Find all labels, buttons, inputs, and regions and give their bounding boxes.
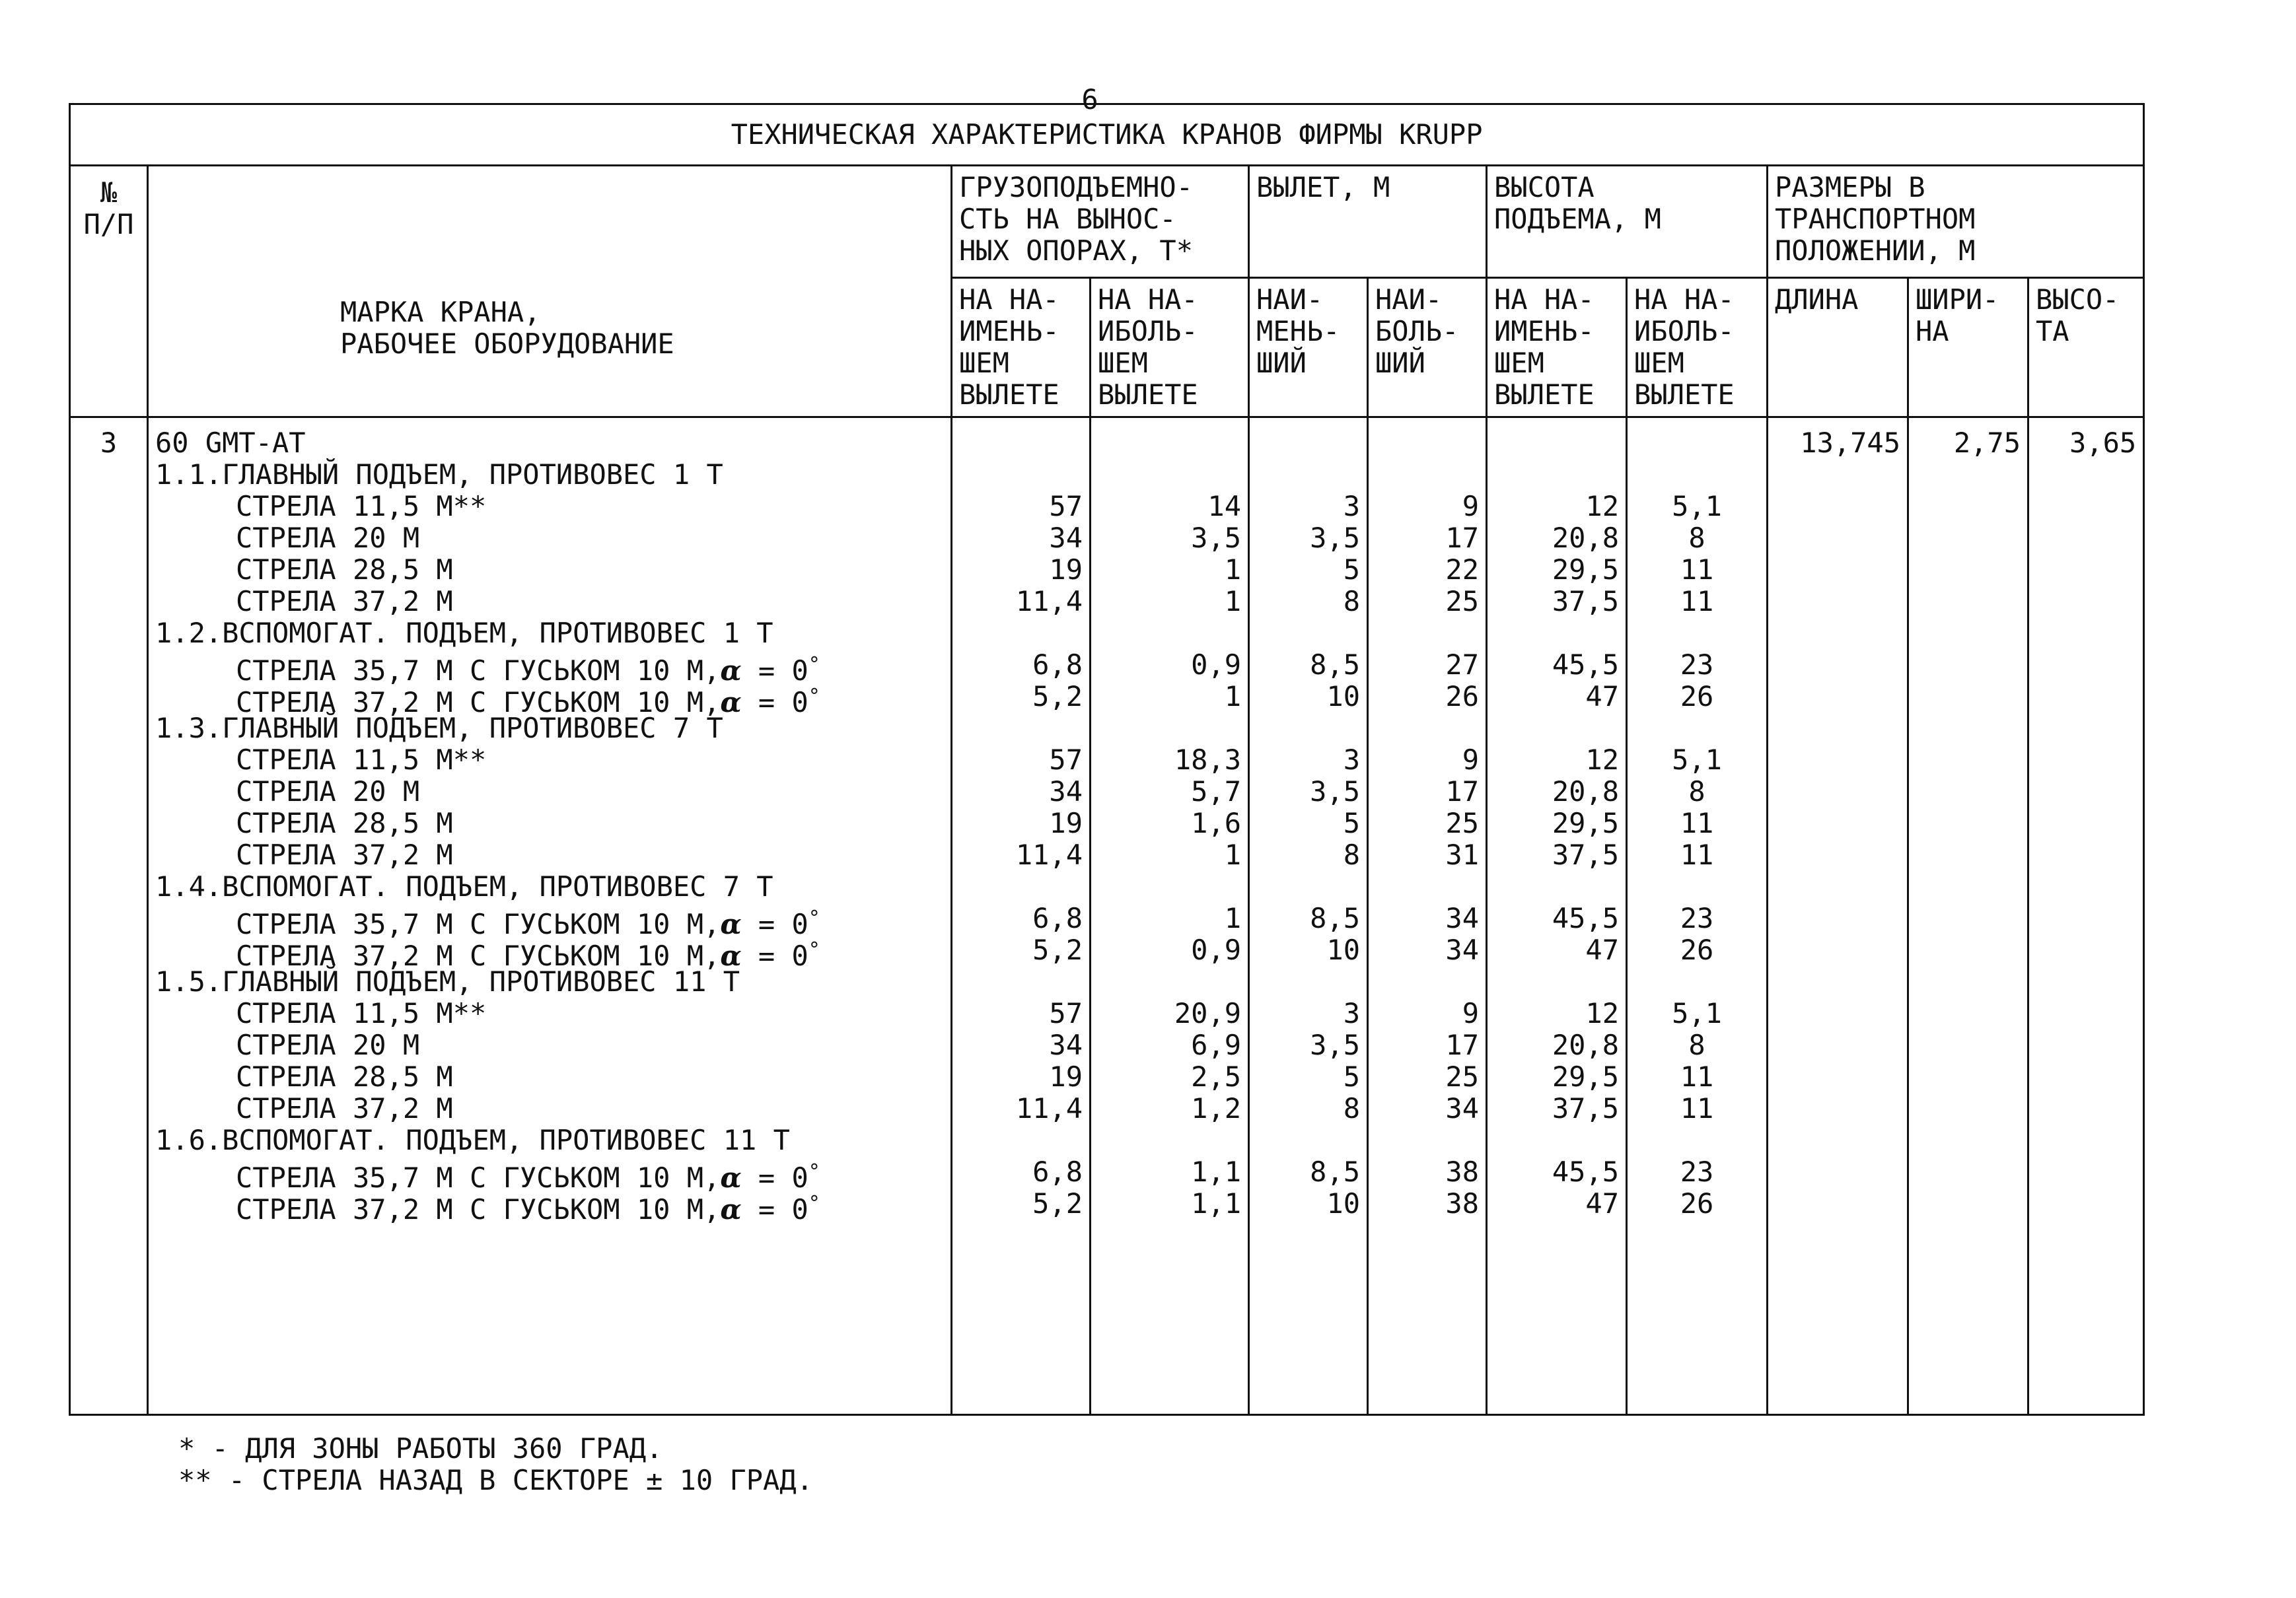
value-cell: 3,5 (1310, 1029, 1360, 1061)
cell-width (1908, 417, 2028, 1415)
value-cell: 34 (1049, 775, 1083, 808)
value-cell: 12 (1585, 997, 1619, 1029)
line-text: 1.6.ВСПОМОГАТ. ПОДЪЕМ, ПРОТИВОВЕС 11 Т (155, 1124, 790, 1156)
line-text: СТРЕЛА 37,2 М С ГУСЬКОМ 10 М, (236, 686, 721, 718)
header-height-max: НА НА- ИБОЛЬ- ШЕМ ВЫЛЕТЕ (1627, 278, 1768, 417)
value-cell: 0,9 (1191, 934, 1241, 966)
value-cell: 3 (1343, 744, 1360, 776)
value-cell: 11 (1680, 585, 1714, 617)
value-cell: 25 (1445, 585, 1479, 617)
alpha-symbol: α (720, 1162, 742, 1194)
item-label (155, 1061, 944, 1093)
value-cell: 12 (1585, 490, 1619, 522)
value-cell (1634, 712, 1760, 744)
line-text: СТРЕЛА 20 М (236, 1029, 420, 1061)
value-cell (1098, 871, 1241, 903)
table-title: ТЕХНИЧЕСКАЯ ХАРАКТЕРИСТИКА КРАНОВ ФИРМЫ KRUPP (70, 104, 2144, 166)
value-cell: 5,2 (1032, 934, 1083, 966)
value-cell: 12 (1585, 744, 1619, 776)
degree-sign: ° (808, 685, 820, 708)
value-cell: 5 (1343, 553, 1360, 586)
value-cell (1634, 459, 1760, 491)
value-cell: 10 (1326, 1187, 1360, 1220)
value-cell: 20,8 (1552, 522, 1619, 554)
item-label (155, 998, 944, 1029)
value-cell (1256, 427, 1360, 459)
item-label (155, 839, 944, 871)
value-cell: 11,4 (1015, 585, 1083, 617)
value-cell: 1 (1224, 680, 1241, 712)
line-text: СТРЕЛА 35,7 М С ГУСЬКОМ 10 М, (236, 1162, 721, 1194)
line-text: СТРЕЛА 37,2 М (236, 1092, 453, 1125)
value-cell: 1 (1224, 553, 1241, 586)
header-width: ШИРИ- НА (1908, 278, 2028, 417)
value-cell: 20,8 (1552, 775, 1619, 808)
value-cell: 19 (1049, 1060, 1083, 1093)
header-capacity: ГРУЗОПОДЪЕМНО- СТЬ НА ВЫНОС- НЫХ ОПОРАХ, Т* (952, 166, 1249, 278)
value-cell: 3 (1343, 997, 1360, 1029)
row-num: 3 (70, 417, 148, 1415)
dim-height-value: 3,65 (2069, 427, 2137, 459)
value-cell: 26 (1445, 680, 1479, 712)
line-text: СТРЕЛА 20 М (236, 775, 420, 808)
value-cell: 29,5 (1552, 807, 1619, 839)
value-cell (959, 617, 1083, 649)
value-cell (1494, 617, 1619, 649)
header-num: № П/П (70, 166, 148, 417)
alpha-equals: = 0 (741, 908, 808, 940)
value-cell (1256, 1125, 1360, 1156)
value-cell: 8 (1343, 839, 1360, 871)
value-cell: 45,5 (1552, 902, 1619, 934)
value-cell: 11 (1680, 1092, 1714, 1125)
item-label (155, 934, 944, 972)
value-cell (1494, 427, 1619, 459)
value-cell (1256, 871, 1360, 903)
col-height-max (1627, 417, 1768, 1415)
value-cell (1494, 712, 1619, 744)
value-cell (1375, 459, 1479, 491)
alpha-equals: = 0 (741, 686, 808, 718)
value-cell: 17 (1445, 1029, 1479, 1061)
line-text: СТРЕЛА 28,5 М (236, 553, 453, 586)
value-cell (1634, 427, 1760, 459)
value-cell: 26 (1680, 934, 1714, 966)
value-cell: 1 (1224, 839, 1241, 871)
value-cell: 23 (1680, 648, 1714, 681)
value-cell: 8 (1343, 585, 1360, 617)
value-cell: 34 (1049, 522, 1083, 554)
col-cap-max (1091, 417, 1249, 1415)
value-cell: 34 (1445, 934, 1479, 966)
value-cell (1634, 617, 1760, 649)
line-text: СТРЕЛА 28,5 М (236, 1060, 453, 1093)
value-cell: 11 (1680, 839, 1714, 871)
value-cell: 5,7 (1191, 775, 1241, 808)
value-cell (1634, 966, 1760, 998)
value-cell: 38 (1445, 1156, 1479, 1188)
value-cell (959, 871, 1083, 903)
line-text: 1.4.ВСПОМОГАТ. ПОДЪЕМ, ПРОТИВОВЕС 7 Т (155, 870, 773, 903)
line-text: СТРЕЛА 11,5 М** (236, 744, 487, 776)
alpha-equals: = 0 (741, 1193, 808, 1226)
degree-sign: ° (808, 1192, 820, 1215)
item-label (155, 522, 944, 554)
item-label (155, 1029, 944, 1061)
line-text: СТРЕЛА 20 М (236, 522, 420, 554)
value-cell (1098, 1125, 1241, 1156)
value-cell: 19 (1049, 553, 1083, 586)
item-label (155, 681, 944, 718)
value-cell: 5,1 (1672, 490, 1722, 522)
value-cell (1634, 1125, 1760, 1156)
value-cell: 18,3 (1174, 744, 1241, 776)
value-cell: 5,2 (1032, 680, 1083, 712)
line-text: 1.3.ГЛАВНЫЙ ПОДЪЕМ, ПРОТИВОВЕС 7 Т (155, 712, 723, 744)
value-cell: 6,9 (1191, 1029, 1241, 1061)
value-cell: 3,5 (1191, 522, 1241, 554)
value-cell (959, 712, 1083, 744)
header-cap-min: НА НА- ИМЕНЬ- ШЕМ ВЫЛЕТЕ (952, 278, 1091, 417)
alpha-equals: = 0 (741, 654, 808, 687)
alpha-equals: = 0 (741, 940, 808, 972)
value-cell: 1,6 (1191, 807, 1241, 839)
col-height-min (1487, 417, 1627, 1415)
value-cell: 11,4 (1015, 839, 1083, 871)
value-cell: 3,5 (1310, 522, 1360, 554)
value-cell (1256, 459, 1360, 491)
line-text: 1.2.ВСПОМОГАТ. ПОДЪЕМ, ПРОТИВОВЕС 1 Т (155, 617, 773, 649)
value-cell: 47 (1585, 680, 1619, 712)
value-cell: 6,8 (1032, 1156, 1083, 1188)
value-cell (1098, 427, 1241, 459)
value-cell: 5,1 (1672, 997, 1722, 1029)
header-cap-max: НА НА- ИБОЛЬ- ШЕМ ВЫЛЕТЕ (1091, 278, 1249, 417)
value-cell: 29,5 (1552, 553, 1619, 586)
degree-sign: ° (808, 938, 820, 961)
section-label (155, 871, 944, 903)
col-mark (148, 417, 952, 1415)
value-cell: 1 (1224, 585, 1241, 617)
alpha-symbol: α (720, 1193, 742, 1226)
header-length: ДЛИНА (1768, 278, 1908, 417)
section-label (155, 459, 944, 491)
value-cell: 37,5 (1552, 585, 1619, 617)
item-label (155, 1093, 944, 1125)
value-cell (959, 459, 1083, 491)
section-label (155, 712, 944, 744)
line-text: СТРЕЛА 11,5 М** (236, 997, 487, 1029)
footnote-2: ** - СТРЕЛА НАЗАД В СЕКТОРЕ ± 10 ГРАД. (178, 1464, 813, 1496)
value-cell (1375, 871, 1479, 903)
value-cell (1098, 617, 1241, 649)
value-cell: 17 (1445, 522, 1479, 554)
value-cell (1634, 871, 1760, 903)
col-reach-min (1249, 417, 1368, 1415)
value-cell: 11 (1680, 553, 1714, 586)
degree-sign: ° (808, 907, 820, 930)
value-cell: 34 (1445, 1092, 1479, 1125)
value-cell: 1,1 (1191, 1156, 1241, 1188)
value-cell (1375, 617, 1479, 649)
value-cell (959, 966, 1083, 998)
value-cell: 1 (1224, 902, 1241, 934)
value-cell: 5 (1343, 1060, 1360, 1093)
col-reach-max (1368, 417, 1487, 1415)
value-cell (1375, 966, 1479, 998)
page-number: 6 (1070, 85, 1110, 115)
value-cell: 47 (1585, 934, 1619, 966)
value-cell: 6,8 (1032, 648, 1083, 681)
header-mark: МАРКА КРАНА, РАБОЧЕЕ ОБОРУДОВАНИЕ (148, 166, 952, 417)
value-cell: 3 (1343, 490, 1360, 522)
item-label (155, 776, 944, 808)
value-cell: 8,5 (1310, 648, 1360, 681)
value-cell: 9 (1462, 997, 1479, 1029)
value-cell: 10 (1326, 934, 1360, 966)
value-cell: 23 (1680, 902, 1714, 934)
line-text: СТРЕЛА 11,5 М** (236, 490, 487, 522)
section-label (155, 1125, 944, 1156)
line-text: 1.1.ГЛАВНЫЙ ПОДЪЕМ, ПРОТИВОВЕС 1 Т (155, 458, 723, 491)
footnote-1: * - ДЛЯ ЗОНЫ РАБОТЫ 360 ГРАД. (178, 1432, 663, 1465)
value-cell: 25 (1445, 1060, 1479, 1093)
value-cell (1375, 1125, 1479, 1156)
header-height: ВЫСОТА ПОДЪЕМА, М (1487, 166, 1768, 278)
cell-dim-height (2028, 417, 2144, 1415)
value-cell: 3,5 (1310, 775, 1360, 808)
value-cell (1256, 712, 1360, 744)
value-cell (1494, 966, 1619, 998)
alpha-equals: = 0 (741, 1162, 808, 1194)
line-text: СТРЕЛА 35,7 М С ГУСЬКОМ 10 М, (236, 654, 721, 687)
value-cell: 5,1 (1672, 744, 1722, 776)
section-label (155, 617, 944, 649)
value-cell (959, 427, 1083, 459)
value-cell: 11 (1680, 1060, 1714, 1093)
value-cell (1098, 966, 1241, 998)
value-cell: 45,5 (1552, 1156, 1619, 1188)
value-cell (1494, 871, 1619, 903)
item-label (155, 1156, 944, 1194)
value-cell (1256, 617, 1360, 649)
alpha-symbol: α (720, 654, 742, 687)
value-cell: 5,2 (1032, 1187, 1083, 1220)
value-cell: 47 (1585, 1187, 1619, 1220)
value-cell: 45,5 (1552, 648, 1619, 681)
header-reach-max: НАИ- БОЛЬ- ШИЙ (1368, 278, 1487, 417)
line-text: 60 GMT-AT (155, 427, 306, 459)
item-label (155, 903, 944, 940)
value-cell: 34 (1445, 902, 1479, 934)
value-cell: 5 (1343, 807, 1360, 839)
value-cell: 22 (1445, 553, 1479, 586)
line-text: СТРЕЛА 28,5 М (236, 807, 453, 839)
header-dim-height: ВЫСО- ТА (2028, 278, 2144, 417)
value-cell: 37,5 (1552, 839, 1619, 871)
value-cell: 27 (1445, 648, 1479, 681)
footnotes (178, 1433, 813, 1496)
value-cell: 20,8 (1552, 1029, 1619, 1061)
value-cell (1375, 427, 1479, 459)
value-cell (1375, 712, 1479, 744)
alpha-symbol: α (720, 908, 742, 940)
value-cell: 8 (1688, 1029, 1705, 1061)
value-cell (1494, 1125, 1619, 1156)
width-value: 2,75 (1953, 427, 2021, 459)
value-cell: 8 (1343, 1092, 1360, 1125)
value-cell: 34 (1049, 1029, 1083, 1061)
value-cell: 8,5 (1310, 1156, 1360, 1188)
value-cell (1494, 459, 1619, 491)
value-cell: 57 (1049, 490, 1083, 522)
item-label (155, 808, 944, 839)
line-text: СТРЕЛА 35,7 М С ГУСЬКОМ 10 М, (236, 908, 721, 940)
value-cell: 2,5 (1191, 1060, 1241, 1093)
line-text: СТРЕЛА 37,2 М (236, 585, 453, 617)
alpha-symbol: α (720, 940, 742, 972)
line-text: 1.5.ГЛАВНЫЙ ПОДЪЕМ, ПРОТИВОВЕС 11 Т (155, 965, 740, 998)
item-label (155, 649, 944, 687)
crane-spec-table (69, 103, 2145, 1416)
section-label (155, 966, 944, 998)
value-cell: 9 (1462, 744, 1479, 776)
value-cell: 0,9 (1191, 648, 1241, 681)
item-label (155, 554, 944, 586)
value-cell: 23 (1680, 1156, 1714, 1188)
value-cell: 8 (1688, 775, 1705, 808)
line-text: СТРЕЛА 37,2 М С ГУСЬКОМ 10 М, (236, 940, 721, 972)
value-cell: 1,2 (1191, 1092, 1241, 1125)
value-cell: 26 (1680, 1187, 1714, 1220)
item-label (155, 586, 944, 617)
line-text: СТРЕЛА 37,2 М С ГУСЬКОМ 10 М, (236, 1193, 721, 1226)
value-cell (1098, 712, 1241, 744)
alpha-symbol: α (720, 686, 742, 718)
item-label (155, 744, 944, 776)
header-height-min: НА НА- ИМЕНЬ- ШЕМ ВЫЛЕТЕ (1487, 278, 1627, 417)
degree-sign: ° (808, 1160, 820, 1183)
value-cell: 10 (1326, 680, 1360, 712)
length-value: 13,745 (1800, 427, 1900, 459)
value-cell: 37,5 (1552, 1092, 1619, 1125)
value-cell: 25 (1445, 807, 1479, 839)
value-cell (1098, 459, 1241, 491)
header-reach-min: НАИ- МЕНЬ- ШИЙ (1249, 278, 1368, 417)
value-cell: 57 (1049, 997, 1083, 1029)
value-cell: 20,9 (1174, 997, 1241, 1029)
header-reach: ВЫЛЕТ, М (1249, 166, 1487, 278)
value-cell: 8 (1688, 522, 1705, 554)
item-label (155, 1188, 944, 1226)
value-cell: 11,4 (1015, 1092, 1083, 1125)
value-cell: 17 (1445, 775, 1479, 808)
header-dims: РАЗМЕРЫ В ТРАНСПОРТНОМ ПОЛОЖЕНИИ, М (1768, 166, 2144, 278)
value-cell: 9 (1462, 490, 1479, 522)
item-label (155, 491, 944, 522)
line-text: СТРЕЛА 37,2 М (236, 839, 453, 871)
value-cell (959, 1125, 1083, 1156)
value-cell: 31 (1445, 839, 1479, 871)
col-cap-min (952, 417, 1091, 1415)
degree-sign: ° (808, 653, 820, 676)
value-cell: 19 (1049, 807, 1083, 839)
model-label (155, 427, 944, 459)
value-cell: 14 (1207, 490, 1241, 522)
value-cell (1256, 966, 1360, 998)
value-cell: 6,8 (1032, 902, 1083, 934)
value-cell: 8,5 (1310, 902, 1360, 934)
value-cell: 57 (1049, 744, 1083, 776)
value-cell: 29,5 (1552, 1060, 1619, 1093)
cell-length (1768, 417, 1908, 1415)
value-cell: 26 (1680, 680, 1714, 712)
value-cell: 11 (1680, 807, 1714, 839)
value-cell: 38 (1445, 1187, 1479, 1220)
value-cell: 1,1 (1191, 1187, 1241, 1220)
